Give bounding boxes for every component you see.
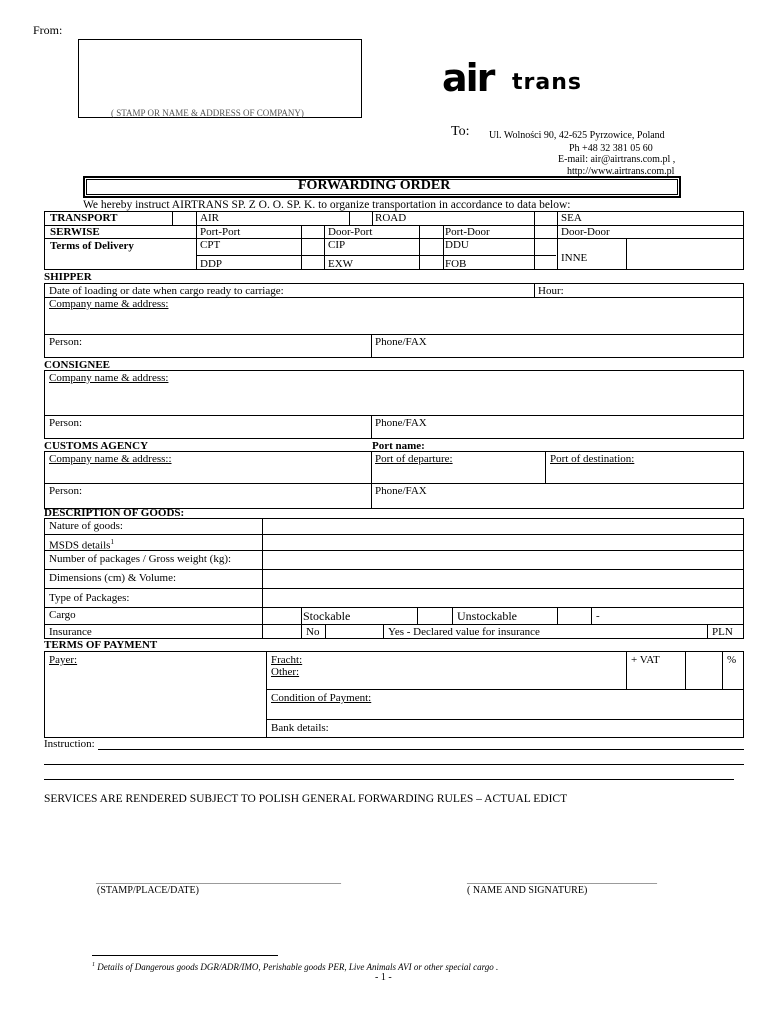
transport-label: TRANSPORT (50, 212, 118, 224)
option-door-door[interactable]: Door-Door (561, 226, 610, 238)
logo-trans-text: trans (512, 70, 582, 95)
option-inne[interactable]: INNE (561, 252, 588, 264)
percent-label: % (727, 654, 737, 666)
bank-details-label[interactable]: Bank details: (271, 722, 329, 734)
option-ddu[interactable]: DDU (445, 239, 469, 251)
option-road[interactable]: ROAD (375, 212, 407, 224)
stamp-place-date-label: (STAMP/PLACE/DATE) (97, 885, 199, 896)
other-label[interactable]: Other: (271, 666, 300, 678)
msds-text: MSDS details (49, 539, 111, 552)
payer-label[interactable]: Payer: (49, 654, 78, 666)
shipper-date-label[interactable]: Date of loading or date when cargo ready to carriage: (49, 285, 284, 297)
consignee-heading: CONSIGNEE (44, 359, 111, 371)
shipper-person-label[interactable]: Person: (49, 336, 82, 348)
company-email: E-mail: air@airtrans.com.pl , (558, 154, 676, 165)
page-number: - 1 - (375, 972, 392, 983)
type-of-packages-label[interactable]: Type of Packages: (49, 592, 130, 604)
goods-heading: DESCRIPTION OF GOODS: (44, 507, 185, 519)
condition-of-payment-label[interactable]: Condition of Payment: (271, 692, 372, 704)
insurance-label: Insurance (49, 626, 92, 638)
logo-air-text: air (442, 56, 494, 100)
fracht-label[interactable]: Fracht: (271, 654, 303, 666)
name-signature-line[interactable]: ______________________________________ (467, 874, 657, 885)
option-cpt[interactable]: CPT (200, 239, 221, 251)
consignee-company-label[interactable]: Company name & address: (49, 372, 169, 384)
footnote-separator (92, 955, 278, 956)
page-title: FORWARDING ORDER (298, 178, 451, 193)
option-port-port[interactable]: Port-Port (200, 226, 241, 238)
msds-label[interactable] (49, 536, 114, 552)
footnote (92, 959, 498, 973)
insurance-yes-option[interactable]: Yes - Declared value for insurance (388, 626, 540, 638)
option-stockable[interactable]: Stockable (303, 609, 351, 623)
option-sea[interactable]: SEA (561, 212, 582, 224)
dimensions-volume-label[interactable]: Dimensions (cm) & Volume: (49, 572, 177, 584)
option-exw[interactable]: EXW (328, 258, 354, 270)
cargo-dash: - (596, 610, 600, 622)
consignee-phone-label[interactable]: Phone/FAX (375, 417, 427, 429)
instruction-line-3[interactable] (44, 779, 734, 780)
instruction-line-2[interactable] (44, 764, 744, 765)
customs-person-label[interactable]: Person: (49, 485, 82, 497)
instruction-line-1[interactable] (98, 749, 744, 750)
company-address: Ul. Wolności 90, 42-625 Pyrzowice, Poland (489, 130, 665, 141)
customs-company-label[interactable]: Company name & address:: (49, 453, 172, 465)
shipper-company-label[interactable]: Company name & address: (49, 298, 169, 310)
option-port-door[interactable]: Port-Door (445, 226, 490, 238)
packages-weight-label[interactable]: Number of packages / Gross weight (kg): (49, 553, 232, 565)
option-ddp[interactable]: DDP (200, 258, 223, 270)
from-label: From: (33, 23, 63, 37)
stamp-signature-line[interactable]: _________________________________________________ (96, 874, 341, 885)
consignee-person-label[interactable]: Person: (49, 417, 82, 429)
option-air[interactable]: AIR (200, 212, 219, 224)
shipper-heading: SHIPPER (44, 271, 92, 283)
company-website: http://www.airtrans.com.pl (567, 166, 675, 177)
option-fob[interactable]: FOB (445, 258, 467, 270)
customs-phone-label[interactable]: Phone/FAX (375, 485, 427, 497)
vat-label: + VAT (631, 654, 660, 666)
port-name-label: Port name: (372, 440, 425, 452)
shipper-hour-label[interactable]: Hour: (538, 285, 564, 297)
nature-of-goods-label[interactable]: Nature of goods: (49, 520, 123, 532)
footnote-text: Details of Dangerous goods DGR/ADR/IMO, Perishable goods PER, Live Animals AVI or other special cargo . (97, 962, 499, 972)
port-of-destination-label[interactable]: Port of destination: (550, 453, 635, 465)
option-unstockable[interactable]: Unstockable (457, 609, 517, 623)
port-of-departure-label[interactable]: Port of departure: (375, 453, 453, 465)
payment-heading: TERMS OF PAYMENT (44, 639, 158, 651)
customs-heading: CUSTOMS AGENCY (44, 440, 149, 452)
services-note: SERVICES ARE RENDERED SUBJECT TO POLISH GENERAL FORWARDING RULES – ACTUAL EDICT (44, 793, 568, 805)
instruction-line: We hereby instruct AIRTRANS SP. Z O. O. SP. K. to organize transportation in accordance to data below: (83, 199, 571, 211)
name-signature-label: ( NAME AND SIGNATURE) (467, 885, 588, 896)
instruction-label[interactable]: Instruction: (44, 738, 95, 750)
shipper-phone-label[interactable]: Phone/FAX (375, 336, 427, 348)
stamp-hint: ( STAMP OR NAME & ADDRESS OF COMPANY) (111, 108, 304, 118)
footnote-mark: 1 (92, 962, 95, 968)
serwise-label: SERWISE (50, 226, 100, 238)
option-cip[interactable]: CIP (328, 239, 346, 251)
terms-of-delivery-label: Terms of Delivery (50, 240, 134, 252)
insurance-no-option[interactable]: No (306, 626, 320, 638)
company-phone: Ph +48 32 381 05 60 (569, 143, 653, 154)
option-door-port[interactable]: Door-Port (328, 226, 373, 238)
msds-footnote-mark: 1 (110, 538, 114, 546)
currency-pln: PLN (712, 626, 733, 638)
to-label: To: (451, 124, 470, 139)
cargo-label: Cargo (49, 609, 76, 621)
